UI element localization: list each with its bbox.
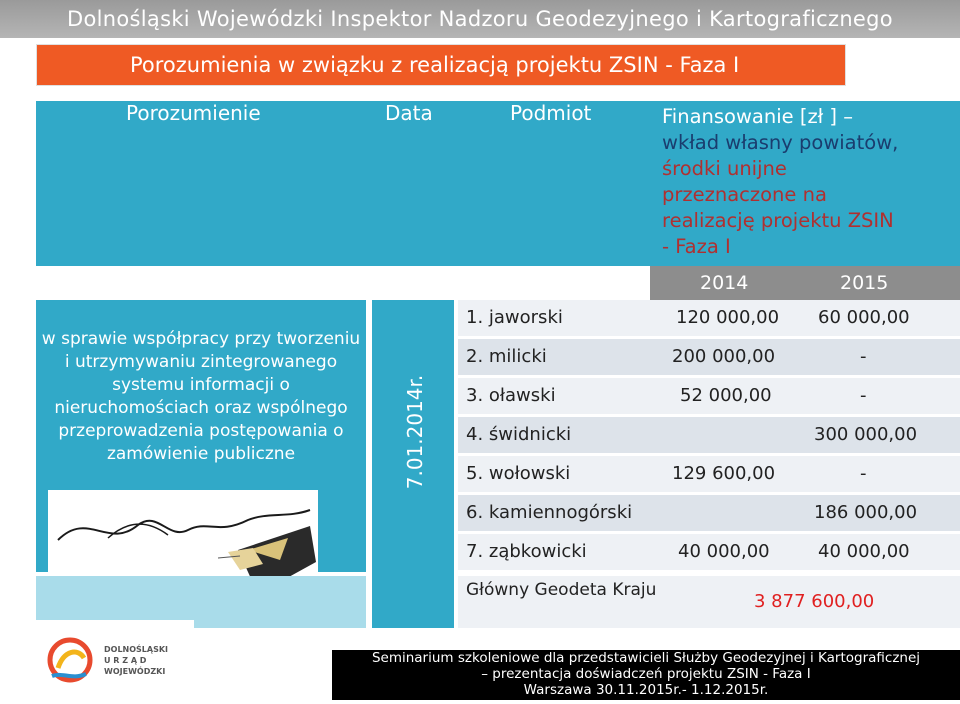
fin-line-6: - Faza I: [662, 235, 731, 258]
row-2-2014: 200 000,00: [672, 346, 776, 367]
row-4-2015: 300 000,00: [814, 424, 918, 445]
row-1-2014: 120 000,00: [676, 307, 780, 328]
row-6-2015: 186 000,00: [814, 502, 918, 523]
fin-line-1: Finansowanie [zł ] –: [662, 105, 853, 128]
years-header-row: [650, 266, 960, 300]
column-header-podmiot: Podmiot: [510, 101, 592, 125]
row-5-2015: -: [860, 463, 867, 484]
row-7-podmiot: 7. ząbkowicki: [466, 541, 587, 562]
fin-line-5: realizację projektu ZSIN: [662, 209, 894, 232]
year-2014-header: 2014: [700, 272, 749, 294]
row-4-podmiot: 4. świdnicki: [466, 424, 572, 445]
row-1-podmiot: 1. jaworski: [466, 307, 563, 328]
row-3-2014: 52 000,00: [680, 385, 772, 406]
logo: [28, 620, 194, 700]
total-amount: 3 877 600,00: [754, 591, 875, 612]
row-5-podmiot: 5. wołowski: [466, 463, 571, 484]
year-2015-header: 2015: [840, 272, 889, 294]
institution-title: Dolnośląski Wojewódzki Inspektor Nadzoru Geodezyjnego i Kartograficznego: [0, 0, 960, 38]
row-5-2014: 129 600,00: [672, 463, 776, 484]
footer-text: [332, 650, 960, 698]
logo-line-2: U R Z Ą D: [104, 656, 147, 665]
fin-line-3: środki unijne: [662, 157, 787, 180]
logo-line-3: WOJEWÓDZKI: [104, 667, 166, 676]
row-2-2015: -: [860, 346, 867, 367]
row-3-2015: -: [860, 385, 867, 406]
fin-line-2: wkład własny powiatów,: [662, 131, 899, 154]
footer-line-3: Warszawa 30.11.2015r.- 1.12.2015r.: [523, 682, 769, 698]
row-3-podmiot: 3. oławski: [466, 385, 556, 406]
column-header-data: Data: [385, 101, 433, 125]
fin-line-4: przeznaczone na: [662, 183, 827, 206]
agreement-date: 7.01.2014r.: [403, 374, 427, 490]
column-header-finansowanie: [662, 104, 932, 260]
column-header-porozumienie: Porozumienie: [126, 101, 261, 125]
geodeta-label: Główny Geodeta Kraju: [466, 580, 657, 600]
row-1-2015: 60 000,00: [818, 307, 910, 328]
row-7-2015: 40 000,00: [818, 541, 910, 562]
row-6-podmiot: 6. kamiennogórski: [466, 502, 633, 523]
footer-line-2: – prezentacja doświadczeń projektu ZSIN - Faza I: [481, 666, 811, 682]
logo-line-1: DOLNOŚLĄSKI: [104, 645, 169, 654]
row-2-podmiot: 2. milicki: [466, 346, 547, 367]
agreement-description: w sprawie współpracy przy tworzeniu i utrzymywaniu zintegrowanego systemu informacji o nieruchomościach oraz wspólnego przeprowadzenia postępowania o zamówienie publiczne: [41, 329, 361, 464]
footer-line-1: Seminarium szkoleniowe dla przedstawicieli Służby Geodezyjnej i Kartograficznej: [371, 650, 921, 666]
slide-title: Porozumienia w związku z realizacją projektu ZSIN - Faza I: [130, 53, 740, 77]
row-7-2014: 40 000,00: [678, 541, 770, 562]
